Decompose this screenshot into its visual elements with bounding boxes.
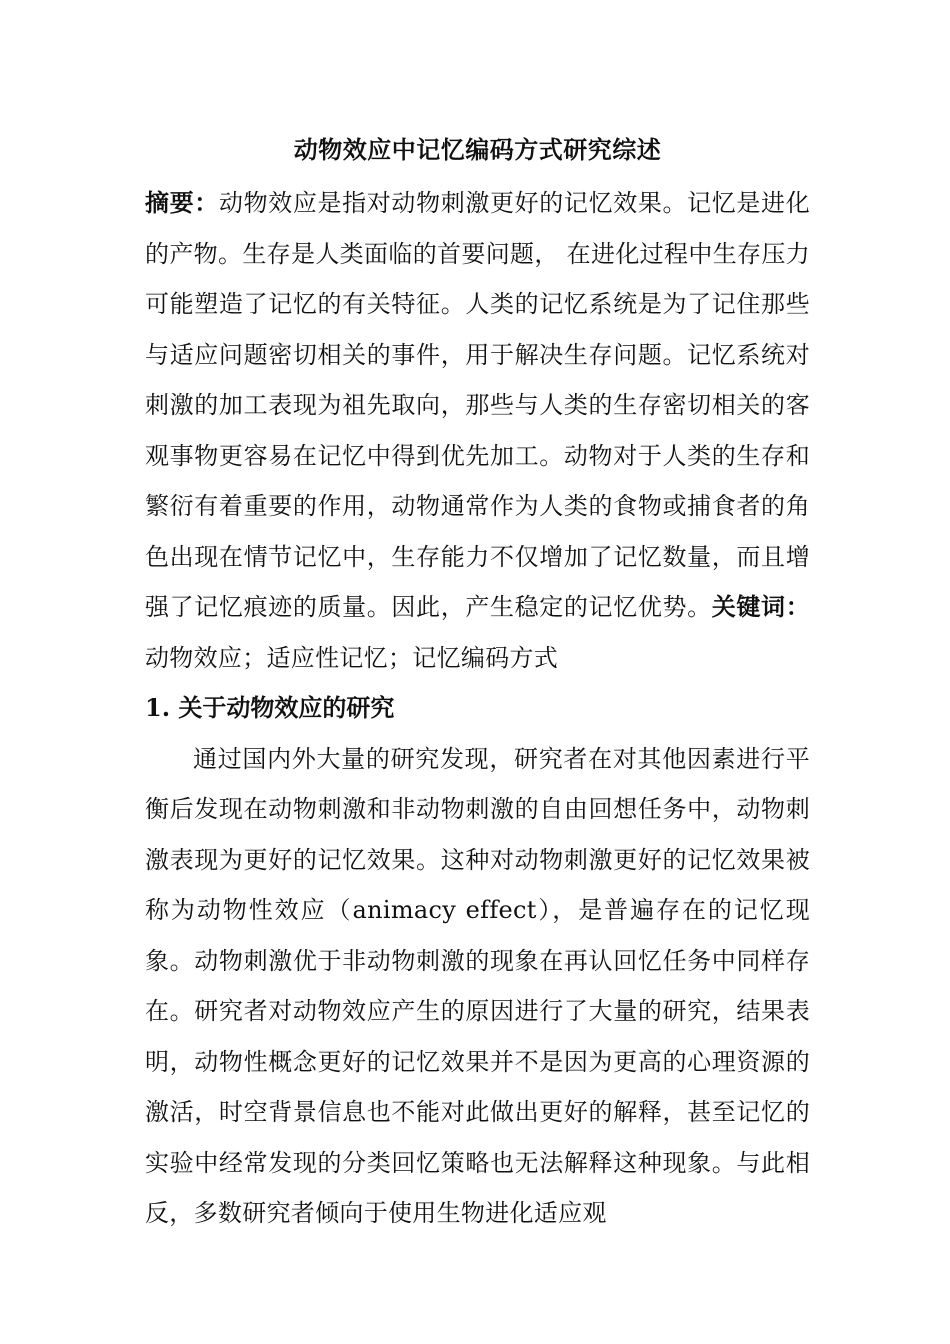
document-title: 动物效应中记忆编码方式研究综述 bbox=[293, 135, 662, 164]
section-heading: 1. 关于动物效应的研究 bbox=[145, 693, 395, 722]
keywords-label: 关键词： bbox=[711, 592, 810, 621]
abstract-paragraph bbox=[145, 178, 810, 683]
keywords-text: 动物效应；适应性记忆；记忆编码方式 bbox=[145, 643, 559, 672]
section-paragraph: 通过国内外大量的研究发现，研究者在对其他因素进行平衡后发现在动物刺激和非动物刺激的自由回想任务中，动物刺激表现为更好的记忆效果。这种对动物刺激更好的记忆效果被称为动物性效应（animacy effect），是普遍存在的记忆现象。动物刺激优于非动物刺激的现象在再认回忆任务中同样存在。研究者对动物效应产生的原因进行了大量的研究，结果表明，动物性概念更好的记忆效果并不是因为更高的心理资源的激活，时空背景信息也不能对此做出更好的解释，甚至记忆的实验中经常发现的分类回忆策略也无法解释这种现象。与此相反，多数研究者倾向于使用生物进化适应观 bbox=[145, 744, 810, 1227]
document-page bbox=[145, 130, 810, 1239]
abstract-text: 动物效应是指对动物刺激更好的记忆效果。记忆是进化的产物。生存是人类面临的首要问题， 在进化过程中生存压力可能塑造了记忆的有关特征。人类的记忆系统是为了记住那些与适应问题密切相关的事件，用于解决生存问题。记忆系统对刺激的加工表现为祖先取向，那些与人类的生存密切相关的客观事物更容易在记忆中得到优先加工。动物对于人类的生存和繁衍有着重要的作用，动物通常作为人类的食物或捕食者的角色出现在情节记忆中，生存能力不仅增加了记忆数量，而且增强了记忆痕迹的质量。因此，产生稳定的记忆优势。 bbox=[145, 189, 811, 621]
abstract-label: 摘要： bbox=[145, 188, 219, 217]
